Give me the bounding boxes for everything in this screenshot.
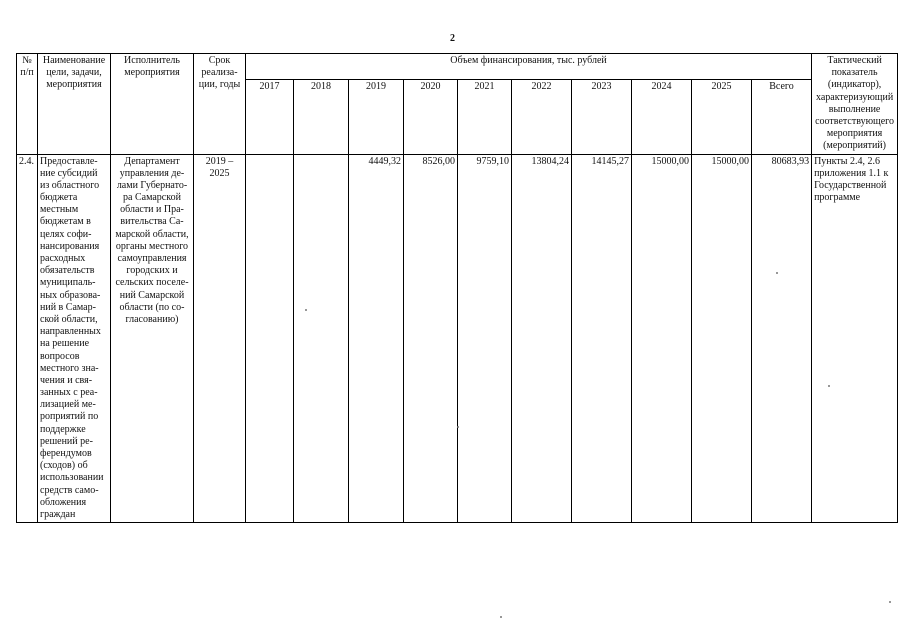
header-name: Наименование цели, задачи, мероприятия	[38, 54, 111, 155]
header-year: 2022	[512, 79, 572, 154]
row-num: 2.4.	[17, 154, 38, 523]
header-total: Всего	[752, 79, 812, 154]
header-term: Срок реализа-ции, годы	[194, 54, 246, 155]
financing-table	[16, 53, 898, 523]
header-year: 2017	[246, 79, 294, 154]
header-executor: Исполнитель мероприятия	[111, 54, 194, 155]
header-indicator: Тактический показатель (индикатор), характеризующий выполнение соответствующего мероприятия (мероприятий)	[812, 54, 898, 155]
row-value-2021: 9759,10	[458, 154, 512, 523]
row-value-2017	[246, 154, 294, 523]
row-value-2022: 13804,24	[512, 154, 572, 523]
row-executor: Департамент управления де-лами Губернато-ра Самарской области и Пра-вительства Са-марской области, органы местного самоуправления городских и сельских поселе-ний Самарской области (по со-гласованию)	[111, 154, 194, 523]
table-row	[17, 154, 898, 523]
header-year: 2021	[458, 79, 512, 154]
header-year: 2023	[572, 79, 632, 154]
row-term: 2019 – 2025	[194, 154, 246, 523]
header-year: 2020	[404, 79, 458, 154]
header-year: 2018	[294, 79, 349, 154]
row-indicator: Пункты 2.4, 2.6 приложения 1.1 к Государственной программе	[812, 154, 898, 523]
row-value-2024: 15000,00	[632, 154, 692, 523]
scan-speck	[828, 385, 830, 387]
row-value-2025: 15000,00	[692, 154, 752, 523]
scan-speck	[889, 601, 891, 603]
scan-speck	[500, 616, 502, 618]
scan-speck	[305, 309, 307, 311]
scan-speck	[457, 426, 459, 428]
header-year: 2024	[632, 79, 692, 154]
row-value-2019: 4449,32	[349, 154, 404, 523]
header-num: № п/п	[17, 54, 38, 155]
row-value-2020: 8526,00	[404, 154, 458, 523]
row-value-2018	[294, 154, 349, 523]
header-financing: Объем финансирования, тыс. рублей	[246, 54, 812, 80]
row-total: 80683,93	[752, 154, 812, 523]
page-number: 2	[450, 33, 455, 44]
header-year: 2019	[349, 79, 404, 154]
row-value-2023: 14145,27	[572, 154, 632, 523]
scan-speck	[776, 272, 778, 274]
header-year: 2025	[692, 79, 752, 154]
header-row-top	[17, 54, 898, 80]
row-name: Предоставле-ние субсидий из областного бюджета местным бюджетам в целях софи-нансирования расходных обязательств муниципаль-ных образова-ний в Самар-ской области, направленных на решение вопросов местного зна-чения и свя-занных с реа-лизацией ме-роприятий по поддержке решений ре-ферендумов (сходов) об использовании средств само-обложения граждан	[38, 154, 111, 523]
